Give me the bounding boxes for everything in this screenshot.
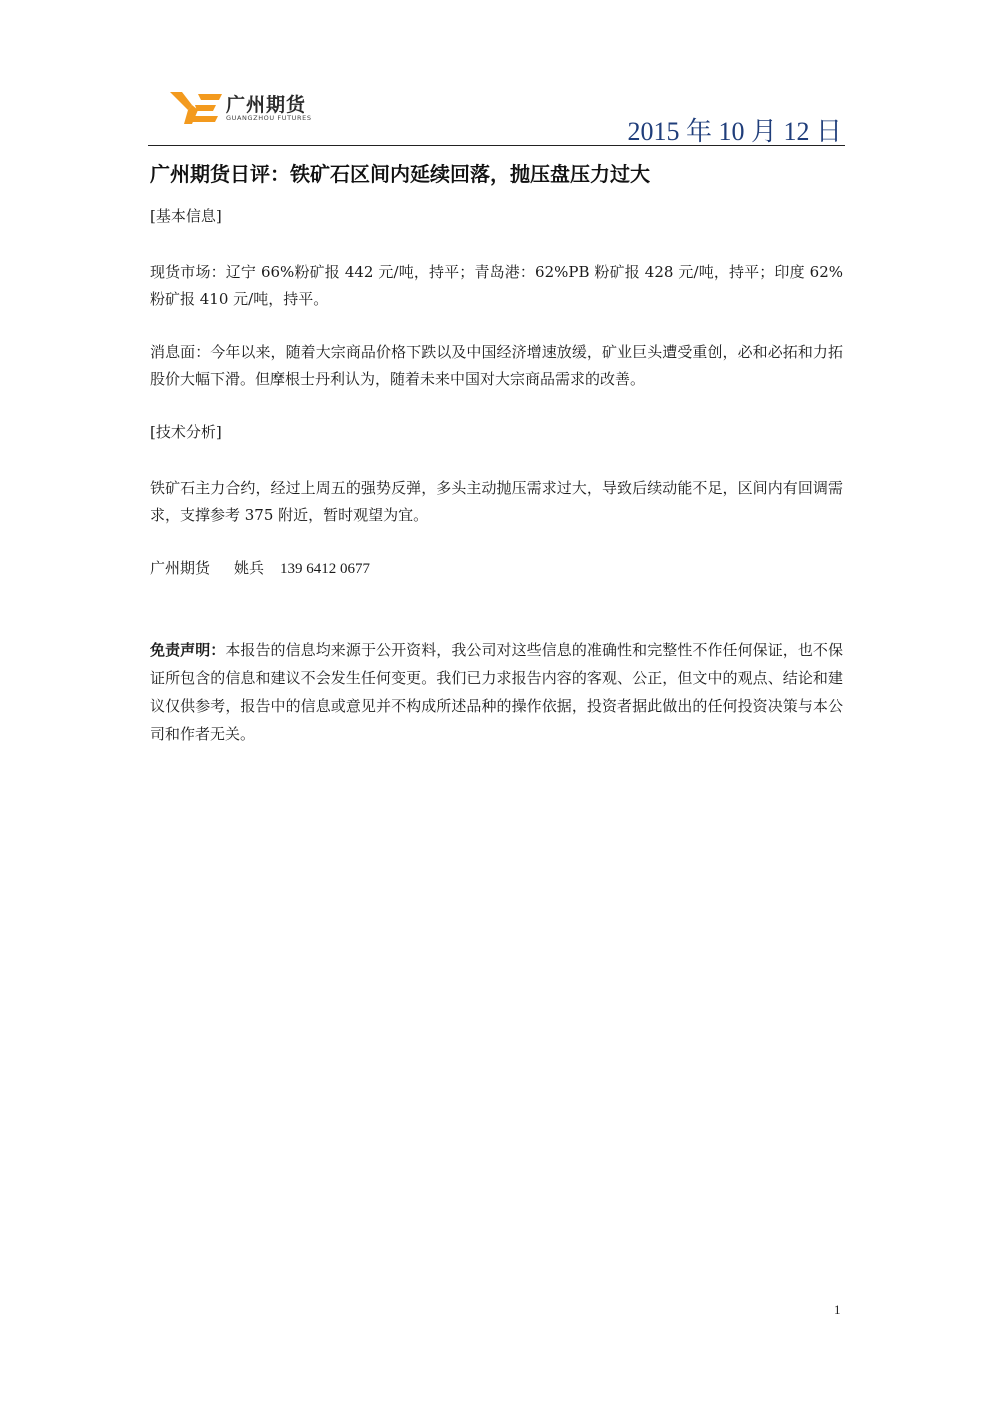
- analysis-paragraph: 铁矿石主力合约，经过上周五的强势反弹，多头主动抛压需求过大，导致后续动能不足，区间内有回调需求，支撑参考 375 附近，暂时观望为宜。: [150, 479, 843, 524]
- section-label-technical-analysis: [技术分析]: [150, 423, 222, 441]
- section-label-basic-info: [基本信息]: [150, 207, 222, 225]
- signature-analyst: 姚兵: [234, 559, 265, 577]
- company-logo: [168, 88, 338, 128]
- logo-chinese-name: 广州期货: [226, 94, 307, 116]
- disclaimer-label: 免责声明：: [150, 641, 226, 659]
- report-title: 广州期货日评：铁矿石区间内延续回落，抛压盘压力过大: [150, 162, 650, 186]
- yf-logo-icon: [168, 88, 224, 128]
- page-number: 1: [834, 1302, 841, 1317]
- analyst-signature: [150, 555, 843, 583]
- report-date: 2015 年 10 月 12 日: [627, 117, 842, 146]
- news-paragraph: 消息面：今年以来，随着大宗商品价格下跌以及中国经济增速放缓，矿业巨头遭受重创，必和必拓和力拓股价大幅下滑。但摩根士丹利认为，随着未来中国对大宗商品需求的改善。: [150, 343, 843, 388]
- spot-market-paragraph: 现货市场：辽宁 66%粉矿报 442 元/吨，持平；青岛港：62%PB 粉矿报 428 元/吨，持平；印度 62%粉矿报 410 元/吨，持平。: [150, 263, 843, 308]
- disclaimer-paragraph: [150, 636, 843, 748]
- disclaimer-text: 本报告的信息均来源于公开资料，我公司对这些信息的准确性和完整性不作任何保证，也不保证所包含的信息和建议不会发生任何变更。我们已力求报告内容的客观、公正，但文中的观点、结论和建议仅供参考，报告中的信息或意见并不构成所述品种的操作依据，投资者据此做出的任何投资决策与本公司和作者无关。: [150, 641, 843, 743]
- header-divider: [148, 145, 845, 146]
- report-body: [150, 159, 843, 748]
- logo-english-name: GUANGZHOU FUTURES: [226, 114, 312, 122]
- signature-company: 广州期货: [150, 559, 211, 577]
- signature-phone: 139 6412 0677: [280, 561, 371, 577]
